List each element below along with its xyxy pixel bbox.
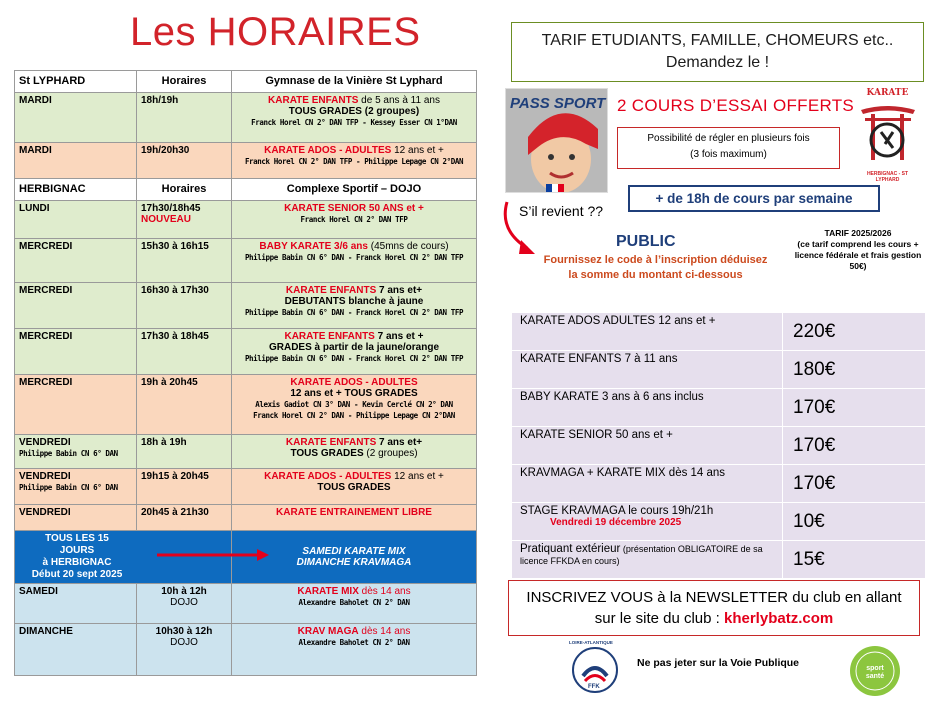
coach: Philippe Babin CN 6° DAN - Franck Horel CN 2° DAN TFP	[244, 354, 464, 363]
header-place: St LYPHARD	[15, 71, 137, 93]
time: 17h30/18h45	[141, 203, 201, 214]
course-detail: GRADES à partir de la jaune/orange	[268, 342, 440, 353]
logo-subtitle: HERBIGNAC - ST LYPHARD	[866, 171, 909, 183]
time: 18h/19h	[141, 95, 179, 106]
sport-sante-text: sport santé	[865, 665, 885, 680]
day: MERCREDI	[19, 241, 73, 252]
price-label: KARATE SENIOR 50 ans et +	[512, 427, 783, 465]
course: KARATE ENFANTS	[284, 331, 375, 342]
price-amount: 220€	[783, 313, 926, 351]
stage-date: Vendredi 19 décembre 2025	[550, 517, 682, 528]
course: KARATE ENFANTS	[285, 285, 377, 296]
payment-line: (3 fois maximum)	[690, 149, 767, 160]
newsletter-line: sur le site du club :	[594, 610, 724, 627]
course: KARATE SENIOR 50 ANS et +	[284, 203, 424, 214]
hours-per-week-badge: + de 18h de cours par semaine	[628, 185, 880, 212]
discount-line: Demandez le !	[665, 54, 770, 71]
table-row	[15, 283, 477, 329]
logo-title: KARATE	[866, 88, 909, 98]
price-amount: 10€	[783, 503, 926, 541]
price-amount: 180€	[783, 351, 926, 389]
table-row	[15, 239, 477, 283]
table-row	[15, 505, 477, 531]
pass-sport-image	[505, 88, 608, 193]
price-amount: 170€	[783, 427, 926, 465]
header-venue: Complexe Sportif – DOJO	[232, 179, 477, 201]
price-label-note: (présentation OBLIGATOIRE de sa licence FFKDA en cours)	[520, 544, 763, 566]
coach: Franck Horel CN 2° DAN TFP - Kessey Esser CN 1°DAN	[251, 118, 457, 127]
header-venue: Gymnase de la Vinière St Lyphard	[232, 71, 477, 93]
table-row	[15, 93, 477, 143]
time: 19h/20h30	[141, 145, 190, 156]
table-row-highlight	[15, 531, 477, 584]
time: 10h30 à 12h	[155, 626, 213, 637]
time: 20h45 à 21h30	[141, 507, 209, 518]
header-hours: Horaires	[137, 71, 232, 93]
day: MERCREDI	[19, 377, 73, 388]
tarif-year: TARIF 2025/2026	[824, 228, 892, 238]
table-row	[15, 624, 477, 676]
table-row	[15, 435, 477, 469]
course-detail-suffix: (2 groupes)	[363, 448, 418, 459]
course: KARATE ADOS - ADULTES	[264, 471, 392, 482]
curved-arrow-icon	[497, 200, 537, 260]
coach: Franck Horel CN 2° DAN TFP	[300, 215, 408, 224]
time: 10h à 12h	[161, 586, 207, 597]
course-suffix: 7 ans et+	[376, 437, 423, 448]
saturday-mix: SAMEDI KARATE MIX	[302, 546, 406, 557]
coach: Alexandre Baholet CN 2° DAN	[298, 638, 410, 647]
course-detail: 12 ans et + TOUS GRADES	[290, 388, 418, 399]
coach: Alexandre Baholet CN 2° DAN	[298, 598, 410, 607]
coach: Philippe Babin CN 6° DAN	[19, 483, 118, 492]
start-date: Début 20 sept 2025	[31, 569, 123, 580]
club-logo	[855, 88, 920, 183]
day: MERCREDI	[19, 331, 73, 342]
course: KRAV MAGA	[297, 626, 359, 637]
code-instructions: Fournissez le code à l’inscription déduisez la somme du montant ci-dessous	[543, 254, 768, 281]
price-row	[512, 389, 926, 427]
newsletter-box	[508, 580, 920, 636]
price-row	[512, 351, 926, 389]
header-st-lyphard	[15, 71, 477, 93]
table-row	[15, 201, 477, 239]
table-row	[15, 329, 477, 375]
price-row	[512, 427, 926, 465]
location-label: à HERBIGNAC	[42, 557, 112, 568]
coach: Franck Horel CN 2° DAN TFP - Philippe Lepage CN 2°DAN	[244, 157, 464, 166]
day: VENDREDI	[19, 437, 71, 448]
sunday-kravmaga: DIMANCHE KRAVMAGA	[296, 557, 412, 568]
course: KARATE ADOS - ADULTES	[290, 377, 418, 388]
course-detail: TOUS GRADES	[317, 482, 391, 493]
course-detail: TOUS GRADES (2 groupes)	[288, 106, 420, 117]
price-label: STAGE KRAVMAGA le cours 19h/21h	[520, 505, 714, 517]
ffk-abbr: FFK	[588, 684, 600, 690]
coach: Alexis Gadiot CN 3° DAN - Kevin Cerclé CN 2° DAN	[255, 400, 453, 409]
course: KARATE MIX	[297, 586, 359, 597]
course: KARATE ENTRAINEMENT LIBRE	[276, 507, 432, 518]
header-place: HERBIGNAC	[15, 179, 137, 201]
free-trial-heading: 2 COURS D’ESSAI OFFERTS	[617, 96, 855, 115]
time: 19h à 20h45	[141, 377, 198, 388]
discount-box	[511, 22, 924, 82]
day: VENDREDI	[19, 507, 71, 518]
newsletter-line: INSCRIVEZ VOUS à la NEWSLETTER du club en allant	[526, 589, 902, 606]
comeback-question: S’il revient ??	[519, 203, 604, 219]
day: MARDI	[19, 145, 52, 156]
course-detail: TOUS GRADES	[290, 448, 364, 459]
discount-line: TARIF ETUDIANTS, FAMILLE, CHOMEURS etc..	[541, 32, 894, 49]
price-row	[512, 541, 926, 579]
ffk-logo	[569, 640, 619, 694]
price-label: BABY KARATE 3 ans à 6 ans inclus	[512, 389, 783, 427]
payment-box	[617, 127, 840, 169]
litter-notice: Ne pas jeter sur la Voie Publique	[637, 657, 800, 669]
price-label: Pratiquant extérieur	[520, 543, 621, 555]
website-link[interactable]: kherlybatz.com	[724, 610, 834, 627]
course: KARATE ADOS - ADULTES	[264, 145, 392, 156]
public-heading: PUBLIC	[616, 233, 676, 250]
page-title: Les HORAIRES	[130, 10, 421, 54]
course: KARATE ENFANTS	[285, 437, 377, 448]
course-suffix: 12 ans et +	[391, 145, 444, 156]
location: DOJO	[170, 597, 198, 608]
price-row	[512, 313, 926, 351]
table-row	[15, 469, 477, 505]
arrow-right-icon	[155, 548, 271, 562]
time: 18h à 19h	[141, 437, 187, 448]
time: 16h30 à 17h30	[141, 285, 209, 296]
schedule-table	[14, 70, 477, 676]
price-label: KARATE ENFANTS 7 à 11 ans	[512, 351, 783, 389]
course-suffix: dès 14 ans	[358, 626, 411, 637]
payment-line: Possibilité de régler en plusieurs fois	[647, 133, 810, 144]
course-suffix: 12 ans et +	[391, 471, 444, 482]
day: MERCREDI	[19, 285, 73, 296]
price-label: KARATE ADOS ADULTES 12 ans et +	[512, 313, 783, 351]
tarif-note	[793, 228, 923, 272]
torii-icon	[855, 98, 920, 166]
course-suffix: 7 ans et +	[374, 331, 424, 342]
day: VENDREDI	[19, 471, 71, 482]
price-label: KRAVMAGA + KARATE MIX dès 14 ans	[512, 465, 783, 503]
coach: Franck Horel CN 2° DAN - Philippe Lepage CN 2°DAN	[253, 411, 455, 420]
header-herbignac	[15, 179, 477, 201]
course-suffix: 7 ans et+	[376, 285, 423, 296]
time: 15h30 à 16h15	[141, 241, 209, 252]
price-row	[512, 503, 926, 541]
course-suffix: (45mns de cours)	[367, 241, 449, 252]
day: LUNDI	[19, 203, 50, 214]
course-suffix: dès 14 ans	[358, 586, 411, 597]
price-row	[512, 465, 926, 503]
biweekly-label: TOUS LES 15 JOURS	[45, 533, 109, 556]
coach: Philippe Babin CN 6° DAN	[19, 449, 118, 458]
course: BABY KARATE 3/6 ans	[259, 241, 368, 252]
day: MARDI	[19, 95, 52, 106]
price-table	[511, 312, 926, 579]
time: 19h15 à 20h45	[141, 471, 209, 482]
course-suffix: de 5 ans à 11 ans	[358, 95, 440, 106]
header-hours: Horaires	[137, 179, 232, 201]
table-row	[15, 584, 477, 624]
price-amount: 15€	[783, 541, 926, 579]
new-label: NOUVEAU	[141, 214, 192, 225]
tarif-details: (ce tarif comprend les cours + licence fédérale et frais gestion 50€)	[794, 239, 922, 271]
course: KARATE ENFANTS	[268, 95, 359, 106]
coach: Philippe Babin CN 6° DAN - Franck Horel CN 2° DAN TFP	[244, 253, 464, 262]
price-amount: 170€	[783, 465, 926, 503]
table-row	[15, 375, 477, 435]
price-amount: 170€	[783, 389, 926, 427]
coach: Philippe Babin CN 6° DAN - Franck Horel CN 2° DAN TFP	[244, 308, 464, 317]
sport-sante-logo	[849, 645, 901, 697]
ffk-region: LOIRE-ATLANTIQUE	[569, 640, 613, 645]
pass-sport-label: PASS SPORT	[510, 95, 606, 112]
day: DIMANCHE	[19, 626, 73, 637]
time: 17h30 à 18h45	[141, 331, 209, 342]
day: SAMEDI	[19, 586, 58, 597]
table-row	[15, 143, 477, 179]
course-detail: DEBUTANTS blanche à jaune	[284, 296, 424, 307]
location: DOJO	[170, 637, 198, 648]
